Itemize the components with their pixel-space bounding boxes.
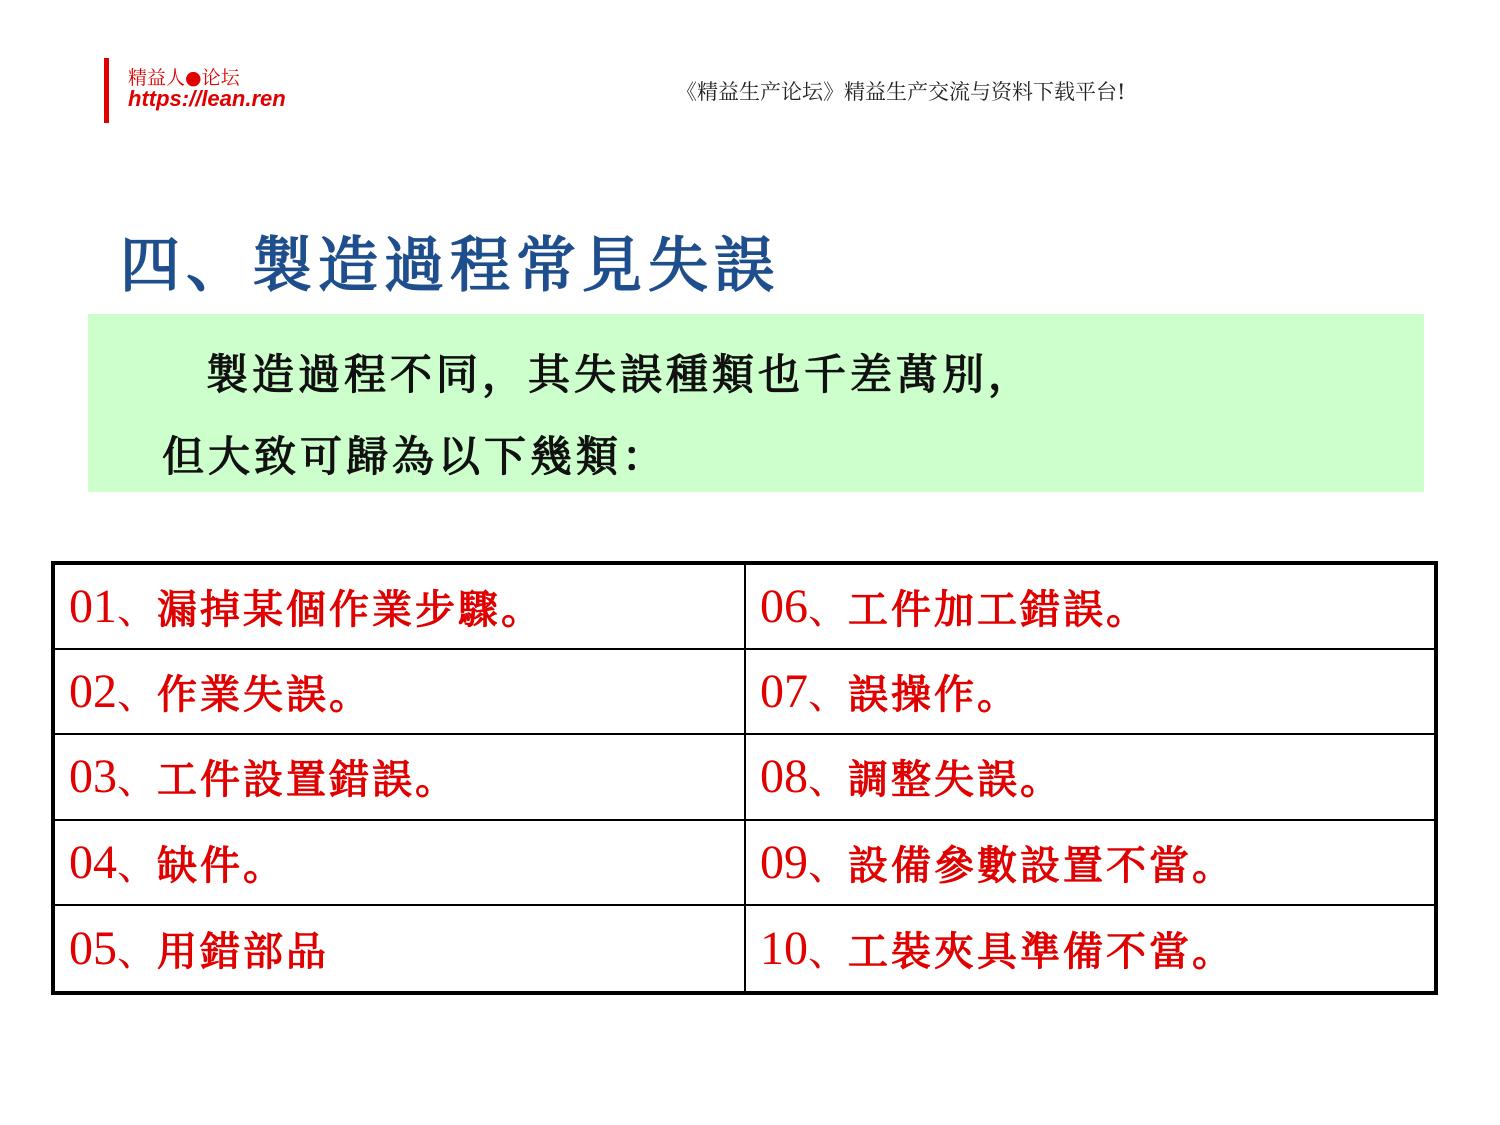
brand-bar xyxy=(104,58,109,123)
brand-name: 精益人●论坛 xyxy=(128,67,240,89)
cell-separator: 、 xyxy=(808,757,848,804)
cell-separator: 、 xyxy=(808,928,848,975)
cell-number: 01 xyxy=(69,580,117,634)
table-cell xyxy=(746,906,1434,991)
cell-number: 05 xyxy=(69,921,117,975)
cell-number: 07 xyxy=(760,665,808,719)
cell-separator: 、 xyxy=(808,587,848,634)
cell-separator: 、 xyxy=(117,672,157,719)
page-title: 四、製造過程常見失誤 xyxy=(120,231,780,301)
cell-number: 09 xyxy=(760,835,808,889)
cell-number: 03 xyxy=(69,750,117,804)
cell-number: 06 xyxy=(760,580,808,634)
cell-separator: 、 xyxy=(117,757,157,804)
cell-number: 08 xyxy=(760,750,808,804)
cell-separator: 、 xyxy=(808,672,848,719)
brand-url-link[interactable]: https://lean.ren xyxy=(128,86,286,111)
cell-text: 工件加工錯誤。 xyxy=(848,587,1149,634)
cell-separator: 、 xyxy=(117,928,157,975)
table-cell xyxy=(746,735,1434,820)
table-cell xyxy=(55,650,746,735)
table-cell xyxy=(746,650,1434,735)
cell-number: 02 xyxy=(69,665,117,719)
cell-text: 缺件。 xyxy=(157,842,286,889)
table-cell xyxy=(55,735,746,820)
intro-box xyxy=(88,314,1424,492)
cell-separator: 、 xyxy=(117,587,157,634)
table-cell xyxy=(55,565,746,650)
intro-line-2: 但大致可歸為以下幾類： xyxy=(162,432,669,481)
table-cell xyxy=(55,821,746,906)
table-cell xyxy=(55,906,746,991)
cell-separator: 、 xyxy=(117,842,157,889)
cell-number: 10 xyxy=(760,921,808,975)
cell-text: 漏掉某個作業步驟。 xyxy=(157,587,544,634)
cell-text: 設備參數設置不當。 xyxy=(848,842,1235,889)
cell-text: 作業失誤。 xyxy=(157,672,372,719)
error-table xyxy=(51,561,1438,995)
cell-text: 調整失誤。 xyxy=(848,757,1063,804)
cell-separator: 、 xyxy=(808,842,848,889)
cell-text: 誤操作。 xyxy=(848,672,1020,719)
table-cell xyxy=(746,565,1434,650)
cell-text: 用錯部品 xyxy=(157,928,329,975)
header-slogan: 《精益生产论坛》精益生产交流与资料下载平台! xyxy=(676,80,1126,104)
cell-number: 04 xyxy=(69,835,117,889)
intro-line-1: 製造過程不同，其失誤種類也千差萬別， xyxy=(206,350,1035,399)
table-cell xyxy=(746,821,1434,906)
cell-text: 工裝夾具準備不當。 xyxy=(848,928,1235,975)
cell-text: 工件設置錯誤。 xyxy=(157,757,458,804)
